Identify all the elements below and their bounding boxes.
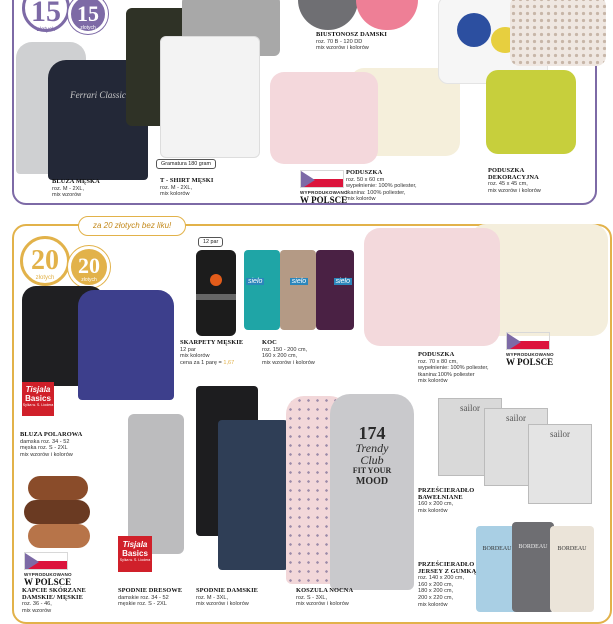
caption-kapcie — [22, 588, 108, 614]
price-badge-20-big — [20, 236, 70, 286]
nightgown-print: 174 — [358, 423, 386, 443]
product-detail: mix wzorów i kolorów — [296, 601, 349, 608]
product-detail: męskie roz. S - 2XL — [118, 601, 167, 608]
product-detail: roz. M - 3XL, — [196, 594, 229, 601]
product-name: PODUSZKA DEKORACYJNA — [488, 167, 539, 181]
caption-bluza-polarowa — [20, 432, 120, 458]
lime-pillow-image — [486, 70, 576, 154]
product-detail: roz. 70 B - 120 DD — [316, 38, 363, 45]
price-prefix: cena za 1 parę = — [180, 359, 224, 366]
nightgown-print: MOOD — [355, 476, 389, 487]
product-detail: mix kolorów — [346, 196, 376, 203]
badge-number: 20 — [78, 253, 100, 278]
product-name: SPODNIE DAMSKIE — [196, 587, 259, 594]
flag-country: W POLSCE — [300, 195, 348, 205]
product-detail: mix kolorów — [180, 353, 210, 360]
sheet-label: BORDEAU — [482, 546, 512, 552]
caption-bluza-meska — [52, 179, 142, 199]
blanket-label: sielo — [335, 278, 350, 285]
sheet-label: BORDEAU — [518, 544, 548, 550]
grey-trackpants-image — [128, 414, 184, 554]
product-detail: roz. M - 2XL, — [52, 185, 85, 192]
promo-banner — [78, 216, 186, 236]
product-detail: mix wzorów i kolorów — [262, 359, 315, 366]
product-detail: mix wzorów — [52, 192, 82, 199]
brand-sub: Sylka w. S. Liodera — [119, 558, 151, 562]
brand-name: Tisjala — [122, 540, 148, 549]
sheet-label: sailor — [460, 403, 480, 413]
brand-name-2: Basics — [122, 549, 148, 558]
socks-pack-tag: 12 par — [198, 237, 223, 247]
product-name: PODUSZKA — [346, 169, 383, 176]
product-detail: 12 par — [180, 346, 196, 353]
badge-unit: złotych — [80, 25, 96, 31]
product-detail: mix kolorów — [418, 378, 448, 385]
product-name: SKARPETY MĘSKIE — [180, 339, 244, 346]
caption-skarpety — [180, 340, 266, 366]
made-in-poland-flag-top — [300, 170, 348, 205]
poland-flag-icon — [24, 552, 68, 570]
grey-jersey-sheet-image — [512, 522, 554, 612]
made-in-poland-flag-slippers — [24, 552, 72, 587]
pink-pillow-image — [270, 72, 378, 164]
price-badge-15-small — [68, 0, 108, 34]
dotted-pillow-image — [510, 0, 606, 66]
product-detail: mix wzorów i kolorów — [196, 601, 249, 608]
product-detail: wypełnienie: 100% poliester, — [418, 365, 489, 372]
product-detail: wypełnienie: 100% poliester, — [346, 183, 417, 190]
white-tshirt-image — [160, 36, 260, 158]
blanket-label: sielo — [248, 278, 263, 285]
poland-flag-icon — [506, 332, 550, 350]
socks-image — [196, 250, 236, 336]
blanket-labels — [246, 278, 352, 285]
cream-jersey-sheet-image — [550, 526, 594, 612]
caption-koc — [262, 340, 352, 366]
product-name: PRZEŚCIERADŁO BAWEŁNIANE — [418, 487, 475, 501]
product-detail: 160 x 200 cm, — [418, 501, 454, 508]
promo-banner-text: za 20 złotych bez liku! — [93, 221, 172, 230]
blanket-label: sielo — [291, 278, 307, 285]
sweater-print: Ferrari Classic — [70, 90, 126, 100]
product-detail: roz. 45 x 45 cm, — [488, 181, 528, 188]
nightgown-print: FIT YOUR — [352, 466, 392, 475]
product-detail: roz. S - 3XL, — [296, 594, 328, 601]
product-detail: mix wzorów i kolorów — [20, 451, 73, 458]
denim-trousers-image — [218, 420, 288, 570]
price-badge-15-big — [22, 0, 70, 32]
product-name: BLUZA MĘSKA — [52, 178, 100, 185]
caption-przescieradlo-bawelniane — [418, 488, 498, 514]
product-detail: 180 x 200 cm, — [418, 588, 454, 595]
product-name: KOSZULA NOCNA — [296, 587, 354, 594]
poland-flag-icon — [300, 170, 344, 188]
badge-number: 15 — [31, 0, 61, 28]
product-detail: tkanina:100% poliester — [418, 371, 475, 378]
product-detail: roz. 36 - 46, — [22, 601, 52, 608]
brand-logo-tisjala — [22, 382, 54, 416]
brand-name: Tisjala — [25, 385, 51, 394]
product-name: KOC — [262, 339, 277, 346]
brand-logo-tisjala-2 — [118, 536, 152, 572]
product-name: PRZEŚCIERADŁO JERSEY Z GUMKĄ — [418, 561, 477, 575]
product-detail: roz. 150 - 200 cm, — [262, 346, 308, 353]
product-name: SPODNIE DRESOWE — [118, 587, 183, 594]
product-detail: mix wzorów i kolorów — [488, 187, 541, 194]
flag-country: W POLSCE — [506, 357, 554, 367]
grey-nightgown-image — [330, 394, 414, 590]
product-name: BLUZA POLAROWA — [20, 431, 83, 438]
flag-label: WYPRODUKOWANO — [300, 190, 348, 195]
slipper-image-1 — [28, 476, 88, 500]
nightgown-print: Trendy — [355, 441, 389, 455]
product-detail: mix kolorów — [418, 507, 448, 514]
product-name: PODUSZKA — [418, 351, 455, 358]
brand-name-2: Basics — [25, 394, 51, 403]
badge-unit: złotych — [36, 27, 56, 33]
product-name: T - SHIRT MĘSKI — [160, 177, 214, 184]
caption-tshirt — [160, 178, 250, 198]
product-detail: mix kolorów — [418, 601, 448, 608]
plum-blanket-image — [316, 250, 354, 330]
product-name: KAPCIE SKÓRZANE DAMSKIE/ MĘSKIE — [22, 587, 86, 601]
product-detail: roz. 70 x 80 cm, — [418, 358, 458, 365]
purple-fleece-image — [78, 290, 174, 400]
badge-unit: złotych — [35, 275, 55, 281]
price-value: 1,67 — [223, 359, 235, 366]
badge-number: 15 — [77, 1, 99, 26]
flag-label: WYPRODUKOWANO — [24, 572, 72, 577]
slipper-image-2 — [24, 500, 90, 524]
product-detail: męska roz. S - 2XL — [20, 445, 68, 452]
caption-spodnie-damskie — [196, 588, 286, 608]
product-detail: 160 x 200 cm, — [418, 581, 454, 588]
sheet-pack-image-3 — [528, 424, 592, 504]
flag-label: WYPRODUKOWANO — [506, 352, 554, 357]
beige-blanket-image — [280, 250, 316, 330]
product-detail: roz. M - 2XL, — [160, 184, 193, 191]
caption-spodnie-dresowe — [118, 588, 198, 608]
product-name: BIUSTONOSZ DAMSKI — [316, 31, 388, 38]
nightgown-print: Club — [360, 453, 384, 467]
tshirt-weight-tag: Gramatura 180 gram — [156, 159, 216, 169]
teal-blanket-image — [244, 250, 280, 330]
product-detail: damska roz. 34 - 52 — [20, 438, 70, 445]
product-detail: roz. 140 x 200 cm, — [418, 575, 465, 582]
pink-pillow-large-image — [364, 228, 500, 346]
product-detail: 160 x 200 cm, — [262, 353, 298, 360]
product-detail: mix kolorów — [160, 191, 190, 198]
sheet-label: sailor — [550, 429, 570, 439]
badge-unit: złotych — [81, 277, 97, 283]
product-detail: tkanina: 100% poliester, — [346, 189, 406, 196]
caption-poduszka-70x80 — [418, 352, 518, 385]
sheet-label: BORDEAU — [557, 546, 587, 552]
caption-biustonosz — [316, 32, 416, 52]
product-detail: roz. 50 x 60 cm — [346, 176, 385, 183]
product-detail: mix wzorów — [22, 607, 52, 614]
flag-country: W POLSCE — [24, 577, 72, 587]
product-detail: mix wzorów i kolorów — [316, 45, 369, 52]
badge-number: 20 — [31, 245, 59, 276]
sheet-label: sailor — [506, 413, 526, 423]
product-detail: 200 x 220 cm, — [418, 594, 454, 601]
caption-poduszka-50x60 — [346, 170, 456, 203]
brand-sub: Sylka w. S. Liodera — [22, 403, 54, 407]
slipper-image-3 — [28, 524, 90, 548]
caption-koszula-nocna — [296, 588, 386, 608]
caption-przescieradlo-jersey — [418, 562, 480, 608]
product-unit-price — [180, 360, 266, 367]
price-badge-20-small — [68, 246, 110, 288]
product-detail: damskie roz. 34 - 52 — [118, 594, 169, 601]
caption-poduszka-dekoracyjna — [488, 168, 578, 194]
